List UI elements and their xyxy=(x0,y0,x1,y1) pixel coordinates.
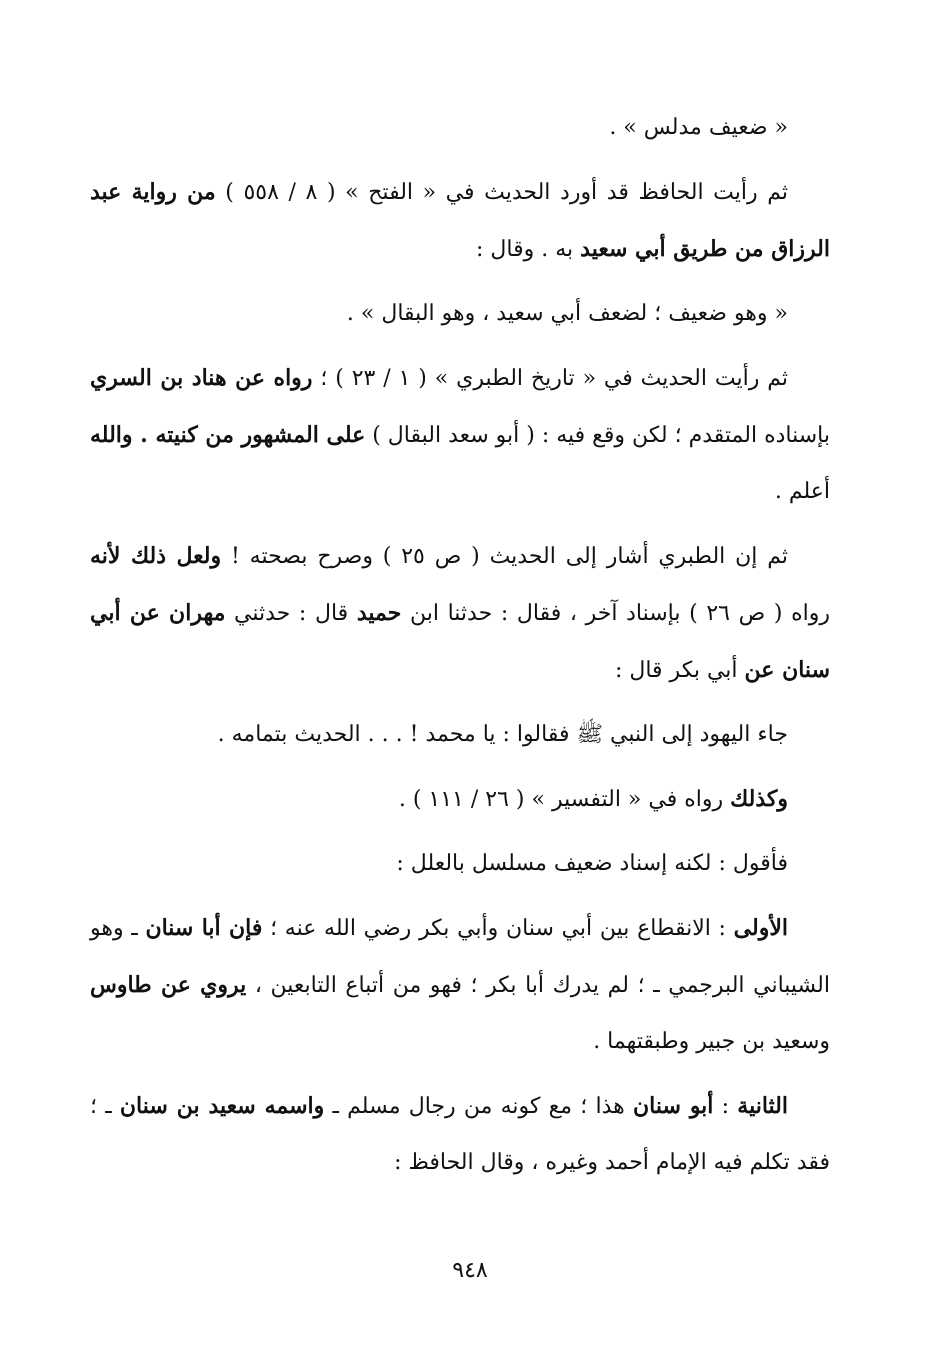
text-segment: ثم رأيت الحديث في « تاريخ الطبري » ( ١ / ٢٣ ) ؛ xyxy=(312,366,788,391)
bold-text: يروي عن طاوس xyxy=(90,972,247,998)
text-segment: بإسناده المتقدم ؛ لكن وقع فيه : ( أبو سعد البقال ) xyxy=(365,423,830,448)
paragraph-p4 xyxy=(90,350,830,520)
text-segment: « ضعيف مدلس » . xyxy=(609,115,788,140)
text-segment: ثم إن الطبري أشار إلى الحديث ( ص ٢٥ ) وصرح بصحته ! xyxy=(221,544,788,569)
text-segment: وسعيد بن جبير وطبقتهما . xyxy=(593,1029,830,1054)
bold-text: فإن أبا سنان xyxy=(145,915,263,941)
paragraph-p5 xyxy=(90,528,830,699)
text-segment: أعلم . xyxy=(774,479,830,504)
bold-text: أبو سنان xyxy=(633,1093,714,1119)
text-segment: قال : حدثني xyxy=(225,601,357,626)
paragraph-p1 xyxy=(90,100,830,156)
bold-text: ولعل ذلك لأنه xyxy=(90,543,222,569)
body-text xyxy=(90,100,830,1199)
text-segment: ثم رأيت الحافظ قد أورد الحديث في « الفتح » ( ٨ / ٥٥٨ ) xyxy=(215,180,788,205)
text-segment: ـ ؛ فقد تكلم فيه الإمام أحمد وغيره ، وقال الحافظ : xyxy=(90,1094,830,1175)
text-segment: فأقول : لكنه إسناد ضعيف مسلسل بالعلل : xyxy=(396,851,788,876)
bold-text: واسمه سعيد بن سنان xyxy=(119,1093,325,1119)
bold-text: حميد xyxy=(356,600,402,626)
page-number: ٩٤٨ xyxy=(452,1258,488,1283)
text-segment: « وهو ضعيف ؛ لضعف أبي سعيد ، وهو البقال » . xyxy=(346,301,788,326)
text-segment: رواه في « التفسير » ( ٢٦ / ١١١ ) . xyxy=(398,787,731,812)
text-segment: هذا ؛ مع كونه من رجال مسلم ـ xyxy=(324,1094,633,1119)
bold-text: رواه عن هناد بن السري xyxy=(90,365,313,391)
paragraph-p6 xyxy=(90,707,830,763)
bold-text: الأولى xyxy=(733,915,788,941)
text-segment: : الانقطاع بين أبي سنان وأبي بكر رضي الله عنه ؛ xyxy=(262,916,734,941)
paragraph-p10 xyxy=(90,1078,830,1191)
text-segment: : xyxy=(713,1094,738,1119)
bold-text: مهران عن أبي سنان عن xyxy=(90,600,830,683)
paragraph-p3 xyxy=(90,286,830,342)
text-segment: ـ وهو الشيباني البرجمي ـ ؛ لم يدرك أبا بكر ؛ فهو من أتباع التابعين ، xyxy=(90,916,830,998)
paragraph-p8 xyxy=(90,836,830,892)
text-segment: به . وقال : xyxy=(476,237,581,262)
text-segment: جاء اليهود إلى النبي ﷺ فقالوا : يا محمد ! . . . الحديث بتمامه . xyxy=(217,722,788,747)
paragraph-p7 xyxy=(90,771,830,828)
bold-text: من رواية عبد الرزاق من طريق أبي سعيد xyxy=(90,179,830,262)
paragraph-p2 xyxy=(90,164,830,278)
bold-text: وكذلك xyxy=(730,786,788,812)
text-segment: رواه ( ص ٢٦ ) بإسناد آخر ، فقال : حدثنا ابن xyxy=(401,601,830,626)
paragraph-p9 xyxy=(90,900,830,1070)
bold-text: على المشهور من كنيته . والله xyxy=(90,422,366,448)
text-segment: أبي بكر قال : xyxy=(614,658,745,683)
bold-text: الثانية xyxy=(737,1093,788,1119)
